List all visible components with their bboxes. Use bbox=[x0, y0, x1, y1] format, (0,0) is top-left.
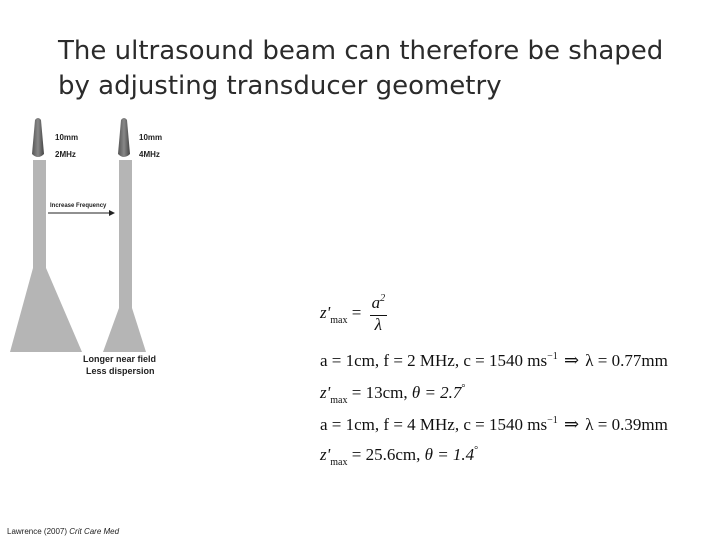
caption-line-2: Less dispersion bbox=[86, 366, 155, 376]
right-size-label: 10mm bbox=[139, 133, 163, 142]
degree-4mhz: ° bbox=[474, 445, 479, 456]
theta-2mhz: θ = 2.7 bbox=[411, 383, 462, 402]
max-subscript: max bbox=[330, 314, 348, 326]
numerator-exponent: 2 bbox=[380, 293, 386, 304]
left-freq-label: 2MHz bbox=[55, 150, 76, 159]
z-symbol: z' bbox=[320, 383, 331, 402]
equation-params-2mhz bbox=[320, 350, 668, 371]
degree-2mhz: ° bbox=[461, 383, 466, 394]
right-beam bbox=[103, 160, 146, 352]
max-subscript: max bbox=[330, 457, 348, 468]
max-subscript: max bbox=[330, 395, 348, 406]
fraction bbox=[370, 294, 388, 334]
slide-title bbox=[58, 34, 698, 104]
theta-4mhz: θ = 1.4 bbox=[424, 445, 475, 464]
ms-exponent-4mhz: −1 bbox=[547, 415, 558, 426]
fraction-denominator: λ bbox=[374, 315, 383, 334]
left-beam bbox=[10, 160, 82, 352]
params-4mhz: a = 1cm, f = 4 MHz, c = 1540 ms bbox=[320, 415, 548, 434]
left-size-label: 10mm bbox=[55, 133, 79, 142]
right-freq-label: 4MHz bbox=[139, 150, 160, 159]
citation-journal: Crit Care Med bbox=[69, 527, 120, 536]
ms-exponent-2mhz: −1 bbox=[547, 351, 558, 362]
near-field-4mhz: = 25.6cm, bbox=[351, 445, 421, 464]
numerator-base: a bbox=[371, 293, 381, 312]
caption-line-1: Longer near field bbox=[83, 354, 157, 364]
wavelength-4mhz: λ = 0.39mm bbox=[585, 415, 668, 434]
citation bbox=[7, 527, 119, 536]
implies-arrow-2mhz: ⇒ bbox=[563, 350, 580, 370]
equation-near-field-formula bbox=[320, 294, 387, 334]
frequency-arrow bbox=[48, 210, 115, 216]
params-2mhz: a = 1cm, f = 2 MHz, c = 1540 ms bbox=[320, 351, 548, 370]
frequency-arrow-label: Increase Frequency bbox=[50, 203, 107, 209]
slide-title-line-2: by adjusting transducer geometry bbox=[58, 71, 502, 101]
fraction-numerator bbox=[370, 294, 388, 316]
right-transducer-probe bbox=[118, 118, 130, 157]
implies-arrow-4mhz: ⇒ bbox=[563, 414, 580, 434]
left-transducer-probe bbox=[32, 118, 44, 157]
beam-figure bbox=[0, 110, 200, 390]
z-symbol: z' bbox=[320, 445, 331, 464]
equation-result-4mhz bbox=[320, 445, 479, 468]
equals-sign: = bbox=[351, 302, 362, 322]
wavelength-2mhz: λ = 0.77mm bbox=[585, 351, 668, 370]
near-field-2mhz: = 13cm, bbox=[351, 383, 408, 402]
z-symbol: z' bbox=[320, 302, 331, 322]
equation-params-4mhz bbox=[320, 414, 668, 435]
slide-title-line-1: The ultrasound beam can therefore be shaped bbox=[58, 36, 664, 66]
citation-author: Lawrence (2007) bbox=[7, 527, 68, 536]
equation-result-2mhz bbox=[320, 383, 466, 406]
